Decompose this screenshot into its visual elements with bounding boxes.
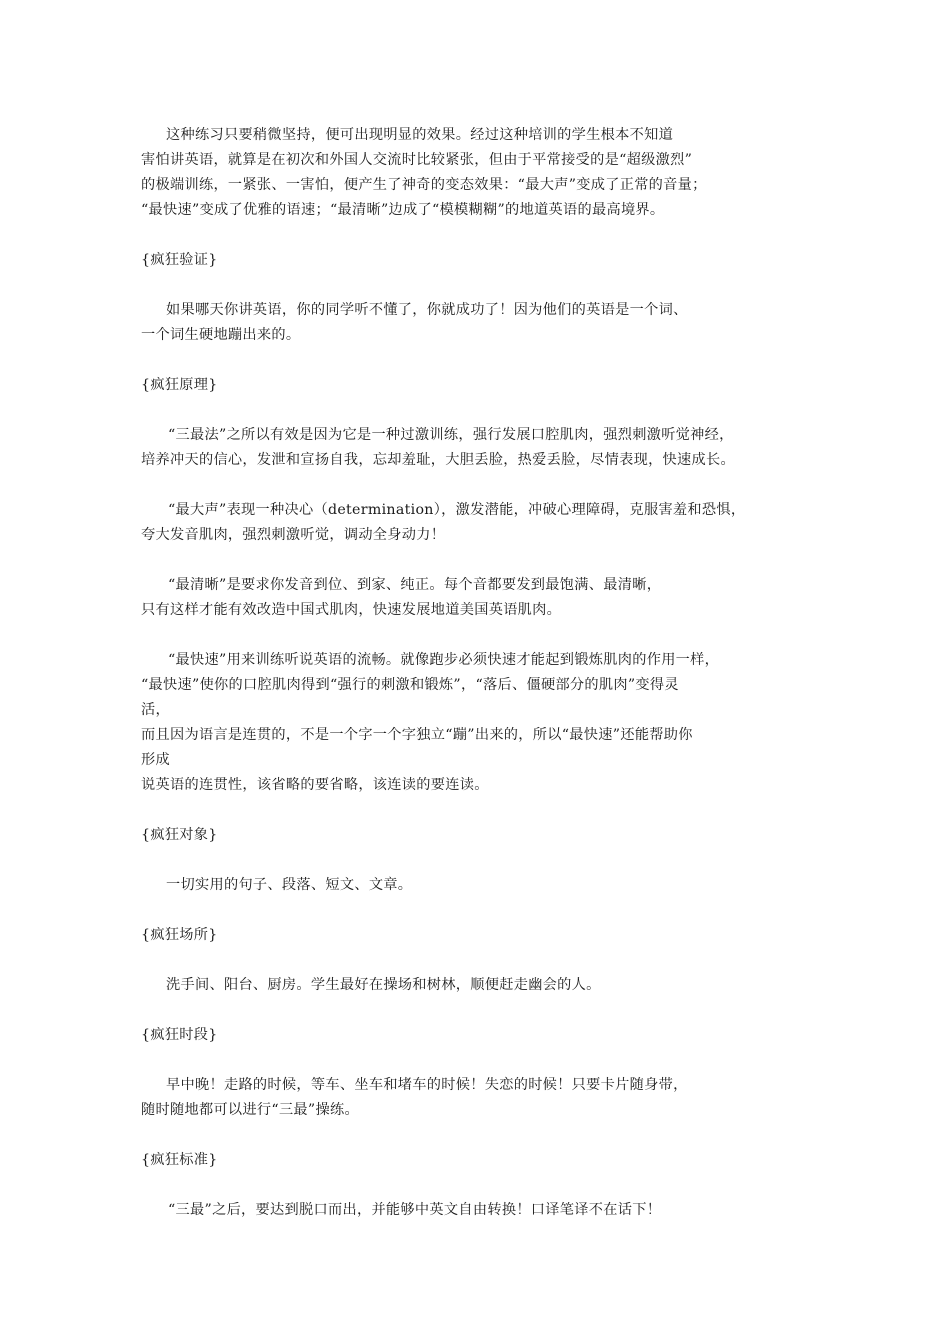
paragraph-6-line-5: 形成 <box>141 752 170 768</box>
section-heading-place: {疯狂场所} <box>141 927 218 943</box>
paragraph-5-line-2: 只有这样才能有效改造中国式肌肉，快速发展地道美国英语肌肉。 <box>141 602 562 618</box>
paragraph-10-line-1: “三最”之后，要达到脱口而出，并能够中英文自由转换！口译笔译不在话下！ <box>168 1202 662 1218</box>
paragraph-6-line-1: “最快速”用来训练听说英语的流畅。就像跑步必须快速才能起到锻炼肌肉的作用一样， <box>168 652 720 668</box>
paragraph-3-line-1: “三最法”之所以有效是因为它是一种过激训练，强行发展口腔肌肉，强烈刺激听觉神经， <box>168 427 734 443</box>
paragraph-5-line-1: “最清晰”是要求你发音到位、到家、纯正。每个音都要发到最饱满、最清晰， <box>168 577 662 593</box>
paragraph-6-line-6: 说英语的连贯性，该省略的要省略，该连读的要连读。 <box>141 777 489 793</box>
paragraph-3-line-2: 培养冲天的信心，发泄和宣扬自我，忘却羞耻，大胆丢脸，热爱丢脸，尽情表现，快速成长。 <box>141 452 735 468</box>
paragraph-9-line-2: 随时随地都可以进行“三最”操练。 <box>141 1102 359 1118</box>
section-heading-principle: {疯狂原理} <box>141 377 218 393</box>
paragraph-7-line-1: 一切实用的句子、段落、短文、文章。 <box>166 877 413 893</box>
paragraph-8-line-1: 洗手间、阳台、厨房。学生最好在操场和树林，顺便赶走幽会的人。 <box>166 977 601 993</box>
paragraph-2-line-1: 如果哪天你讲英语，你的同学听不懂了，你就成功了！因为他们的英语是一个词、 <box>166 302 688 318</box>
paragraph-6-line-2: “最快速”使你的口腔肌肉得到“强行的刺激和锻炼”，“落后、僵硬部分的肌肉”变得灵 <box>141 677 679 693</box>
paragraph-6-line-4: 而且因为语言是连贯的，不是一个字一个字独立“蹦”出来的，所以“最快速”还能帮助你 <box>141 727 693 743</box>
paragraph-2-line-2: 一个词生硬地蹦出来的。 <box>141 327 301 343</box>
section-heading-standard: {疯狂标准} <box>141 1152 218 1168</box>
section-heading-target: {疯狂对象} <box>141 827 218 843</box>
paragraph-1-line-1: 这种练习只要稍微坚持，便可出现明显的效果。经过这种培训的学生根本不知道 <box>166 127 674 143</box>
section-heading-verification: {疯狂验证} <box>141 252 218 268</box>
paragraph-4-line-2: 夸大发音肌肉，强烈刺激听觉，调动全身动力！ <box>141 527 446 543</box>
paragraph-6-line-3: 活， <box>141 702 170 718</box>
paragraph-4-line-1: “最大声”表现一种决心（determination），激发潜能，冲破心理障碍，克服害羞和恐惧， <box>168 502 746 518</box>
paragraph-1-line-4: “最快速”变成了优雅的语速；“最清晰”边成了“模模糊糊”的地道英语的最高境界。 <box>141 202 665 218</box>
paragraph-1-line-2: 害怕讲英语，就算是在初次和外国人交流时比较紧张，但由于平常接受的是“超级激烈” <box>141 152 693 168</box>
paragraph-9-line-1: 早中晚！走路的时候，等车、坐车和堵车的时候！失恋的时候！只要卡片随身带， <box>166 1077 688 1093</box>
paragraph-1-line-3: 的极端训练，一紧张、一害怕，便产生了神奇的变态效果：“最大声”变成了正常的音量； <box>141 177 707 193</box>
section-heading-time: {疯狂时段} <box>141 1027 218 1043</box>
